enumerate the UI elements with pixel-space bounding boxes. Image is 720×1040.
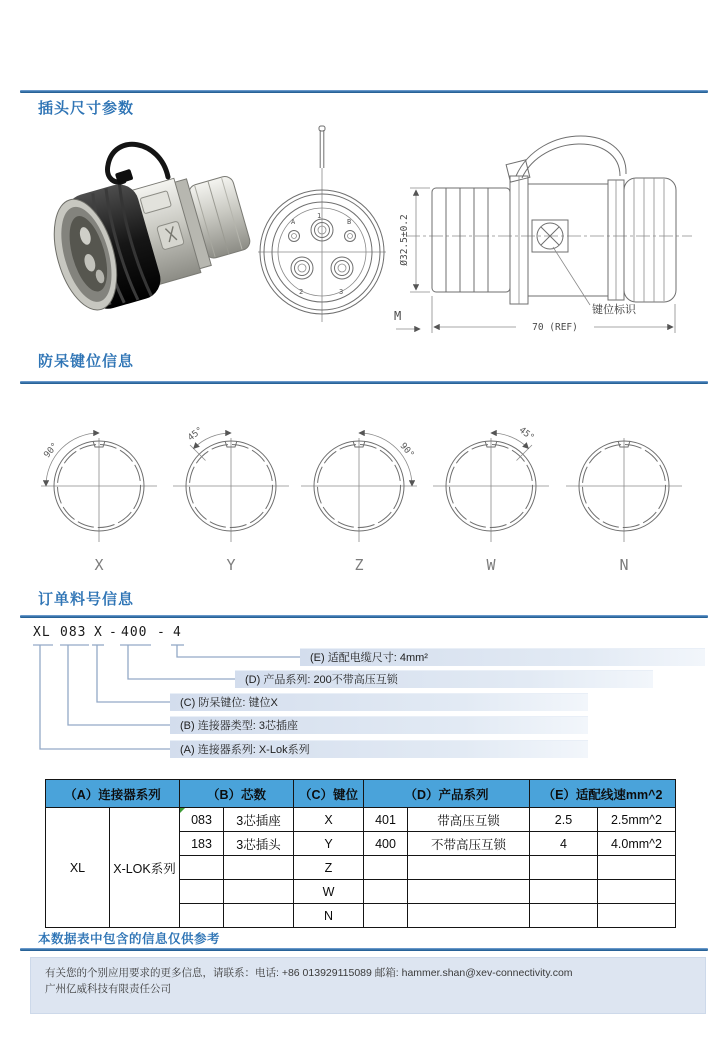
footer-rule — [20, 948, 708, 951]
cell-core-type — [224, 904, 294, 928]
keying-fig-w — [427, 424, 555, 576]
cell-family-code — [364, 856, 408, 880]
cell-core-type: 3芯插座 — [224, 808, 294, 832]
section-title-ordering: 订单料号信息 — [38, 591, 135, 608]
keying-angle-z: 90° — [397, 441, 416, 461]
cell-family-code: 400 — [364, 832, 408, 856]
keying-rule — [20, 381, 708, 384]
section-title-keying: 防呆键位信息 — [38, 353, 135, 370]
dim-length: 70 (REF) — [532, 322, 578, 333]
section-title-plug-dimensions: 插头尺寸参数 — [38, 100, 135, 117]
code-family: 400 — [121, 625, 148, 640]
keying-fig-z — [295, 424, 423, 576]
cell-family-name — [408, 880, 530, 904]
cell-family-code — [364, 904, 408, 928]
cell-wire: 2.5 — [530, 808, 598, 832]
part-number-breakdown — [0, 622, 720, 782]
cell-key: Z — [294, 856, 364, 880]
cell-core-type — [224, 856, 294, 880]
header-family: （D）产品系列 — [364, 780, 530, 808]
disclaimer-note: 本数据表中包含的信息仅供参考 — [38, 932, 221, 946]
cell-series-code: XL — [46, 808, 110, 928]
code-series: XL — [33, 625, 51, 640]
code-dash-1: - — [109, 625, 118, 640]
cell-wire: 4 — [530, 832, 598, 856]
footer-contact-line: 有关您的个别应用要求的更多信息，请联系：电话: +86 013929115089 邮箱: hammer.shan@xev-connectivity.com — [45, 967, 573, 979]
callout-d: (D) 产品系列: 200不带高压互锁 — [235, 670, 653, 688]
cell-core-code — [180, 856, 224, 880]
cell-wire — [530, 880, 598, 904]
cell-family-code: 401 — [364, 808, 408, 832]
front-view-drawing — [256, 124, 388, 344]
header-series: （A）连接器系列 — [46, 780, 180, 808]
callout-e: (E) 适配电缆尺寸: 4mm² — [300, 648, 705, 666]
cell-family-name: 不带高压互锁 — [408, 832, 530, 856]
key-mark-label: 键位标识 — [592, 304, 636, 316]
connector-photo — [40, 133, 260, 328]
cell-family-name — [408, 904, 530, 928]
cell-family-name: 带高压互锁 — [408, 808, 530, 832]
table-row — [46, 808, 676, 832]
callout-c: (C) 防呆键位: 键位X — [170, 693, 588, 711]
pin-label-1: 1 — [317, 212, 322, 220]
callout-a: (A) 连接器系列: X-Lok系列 — [170, 740, 588, 758]
side-view-drawing — [390, 126, 700, 348]
code-wire-size: 4 — [173, 625, 182, 640]
keying-label-z: Z — [354, 556, 364, 574]
top-rule — [20, 90, 708, 93]
cell-key: X — [294, 808, 364, 832]
cell-core-code: 083 — [180, 808, 224, 832]
ordering-rule — [20, 615, 708, 618]
cell-wire — [530, 904, 598, 928]
cell-core-type: 3芯插头 — [224, 832, 294, 856]
keying-angle-w: 45° — [516, 425, 536, 444]
callout-b: (B) 连接器类型: 3芯插座 — [170, 716, 588, 734]
header-wire: （E）适配线速mm^2 — [530, 780, 676, 808]
pin-label-3: 3 — [339, 288, 344, 296]
pin-label-b: B — [347, 218, 352, 226]
cell-key: Y — [294, 832, 364, 856]
cell-wire-mm2: 2.5mm^2 — [598, 808, 676, 832]
cell-core-code — [180, 904, 224, 928]
datum-label: M — [394, 309, 402, 323]
dim-diameter: Ø32.5±0.2 — [399, 214, 410, 266]
cell-core-code: 183 — [180, 832, 224, 856]
header-cores: （B）芯数 — [180, 780, 294, 808]
code-dash-2: - — [157, 625, 166, 640]
code-cores: 083 — [60, 625, 87, 640]
footer-box — [30, 957, 706, 1014]
cell-wire-mm2 — [598, 904, 676, 928]
cell-series-name: X-LOK系列 — [110, 808, 180, 928]
keying-angle-x: 90° — [42, 441, 61, 461]
cell-wire-mm2: 4.0mm^2 — [598, 832, 676, 856]
keying-label-w: W — [486, 556, 496, 574]
keying-fig-x — [35, 424, 163, 576]
cell-core-code — [180, 880, 224, 904]
keying-label-x: X — [94, 556, 104, 574]
cell-wire-mm2 — [598, 856, 676, 880]
keying-angle-y: 45° — [186, 425, 206, 444]
header-key: （C）键位 — [294, 780, 364, 808]
cell-key: W — [294, 880, 364, 904]
cell-key: N — [294, 904, 364, 928]
table-header-row — [46, 780, 676, 808]
keying-fig-n — [560, 424, 688, 576]
keying-label-n: N — [619, 556, 629, 574]
footer-company-name: 广州亿威科技有限责任公司 — [45, 983, 171, 995]
code-key: X — [94, 625, 103, 640]
cell-core-type — [224, 880, 294, 904]
keying-label-y: Y — [226, 556, 236, 574]
pin-label-a: A — [291, 218, 296, 226]
pin-label-2: 2 — [299, 288, 304, 296]
cell-wire-mm2 — [598, 880, 676, 904]
keying-fig-y — [167, 424, 295, 576]
cell-family-code — [364, 880, 408, 904]
cell-family-name — [408, 856, 530, 880]
cell-wire — [530, 856, 598, 880]
ordering-table — [45, 779, 676, 928]
